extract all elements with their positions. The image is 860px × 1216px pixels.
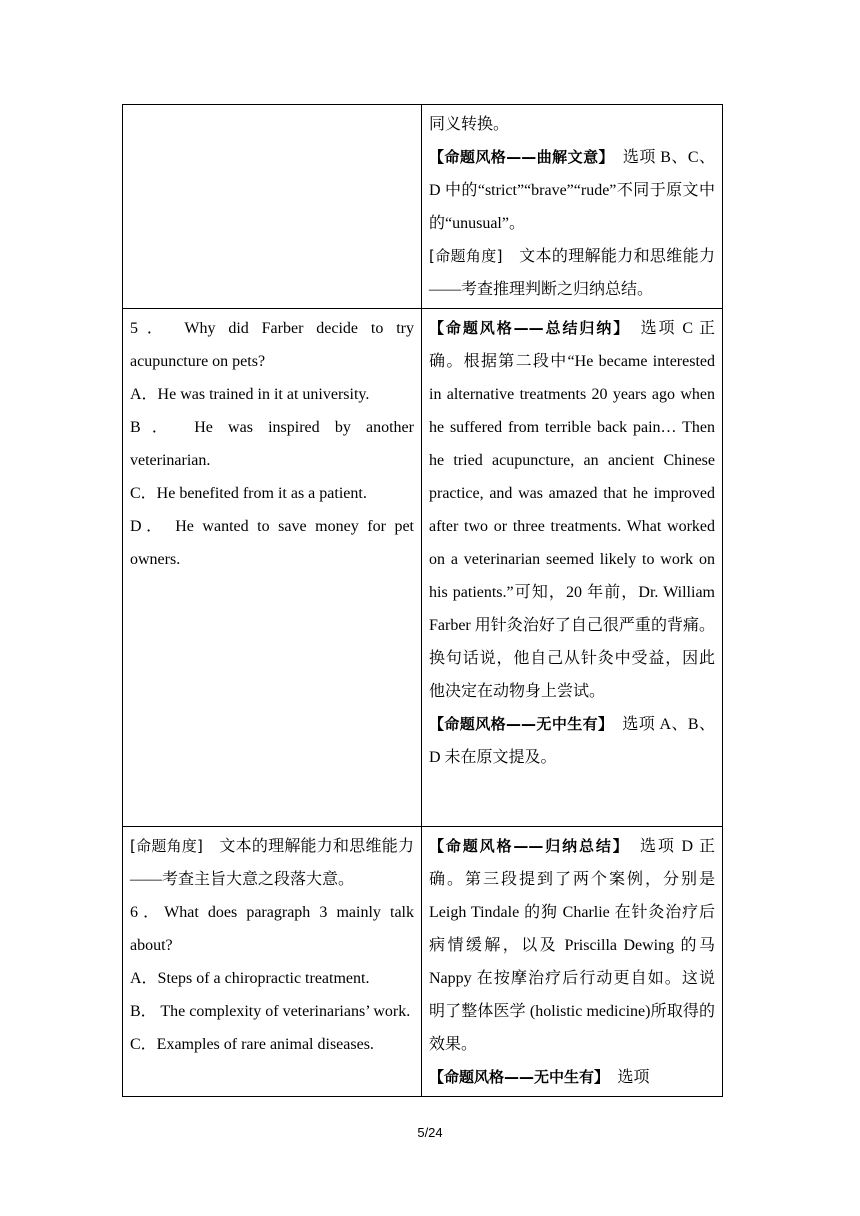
analysis-cell	[422, 827, 723, 1097]
answer-table	[122, 104, 723, 1097]
analysis-text: 选项	[601, 1069, 650, 1086]
page-number: 5/24	[417, 1125, 443, 1140]
question-cell	[123, 309, 422, 827]
analysis-paragraph	[130, 830, 414, 896]
table-row	[123, 827, 723, 1097]
option-c: C．Examples of rare animal diseases.	[130, 1036, 374, 1053]
analysis-paragraph	[429, 141, 715, 240]
style-label: 【命题风格——总结归纳】	[429, 319, 623, 337]
table-row	[123, 309, 723, 827]
analysis-text: 文本的理解能力和思维能力——考查主旨大意之段落大意。	[130, 838, 414, 888]
analysis-paragraph	[429, 240, 715, 306]
option-d: D． He wanted to save money for pet owners.	[130, 518, 414, 568]
analysis-paragraph	[429, 830, 715, 1061]
analysis-paragraph	[429, 1061, 715, 1094]
analysis-text: 同义转换。	[429, 116, 510, 133]
option-a: A．Steps of a chiropractic treatment.	[130, 970, 370, 987]
angle-label: [命题角度]	[130, 837, 203, 855]
option-b: B． The complexity of veterinarians’ work.	[130, 1003, 411, 1020]
analysis-cell	[422, 309, 723, 827]
style-label: 【命题风格——曲解文意】	[429, 148, 607, 166]
analysis-text: 选项 C 正确。根据第二段中“He became interested in alternative treatments 20 years ago when he suffered from terrible back pain… Then he tried acupuncture, an ancient Chinese practice, and was amazed that he improved after two or three treatments. What worked on a veterinarian seemed likely to work on his patients.”可知，20 年前，Dr. William Farber 用针灸治好了自己很严重的背痛。换句话说，他自己从针灸中受益，因此他决定在动物身上尝试。	[429, 320, 715, 700]
option-b: B． He was inspired by another veterinarian.	[130, 419, 414, 469]
analysis-text: 选项 D 正确。第三段提到了两个案例，分别是 Leigh Tindale 的狗 Charlie 在针灸治疗后病情缓解，以及 Priscilla Dewing 的马 Nappy 在按摩治疗后行动更自如。这说明了整体医学 (holistic medicine)所取得的效果。	[429, 838, 715, 1053]
analysis-text: 文本的理解能力和思维能力——考查推理判断之归纳总结。	[429, 248, 715, 298]
analysis-paragraph	[429, 708, 715, 774]
table-row	[123, 105, 723, 309]
angle-label: [命题角度]	[429, 247, 503, 265]
option-a: A．He was trained in it at university.	[130, 386, 370, 403]
option-c: C．He benefited from it as a patient.	[130, 485, 367, 502]
analysis-text: 选项 A、B、D 未在原文提及。	[429, 716, 715, 766]
question-stem: 5． Why did Farber decide to try acupuncture on pets?	[130, 320, 414, 370]
question-cell	[123, 105, 422, 309]
analysis-cell	[422, 105, 723, 309]
question-stem: 6．What does paragraph 3 mainly talk about?	[130, 904, 414, 954]
style-label: 【命题风格——无中生有】	[429, 715, 606, 733]
analysis-paragraph	[429, 312, 715, 708]
style-label: 【命题风格——归纳总结】	[429, 837, 623, 855]
style-label: 【命题风格——无中生有】	[429, 1068, 602, 1086]
analysis-text: 选项 B、C、D 中的“strict”“brave”“rude”不同于原文中的“unusual”。	[429, 149, 715, 232]
question-cell	[123, 827, 422, 1097]
